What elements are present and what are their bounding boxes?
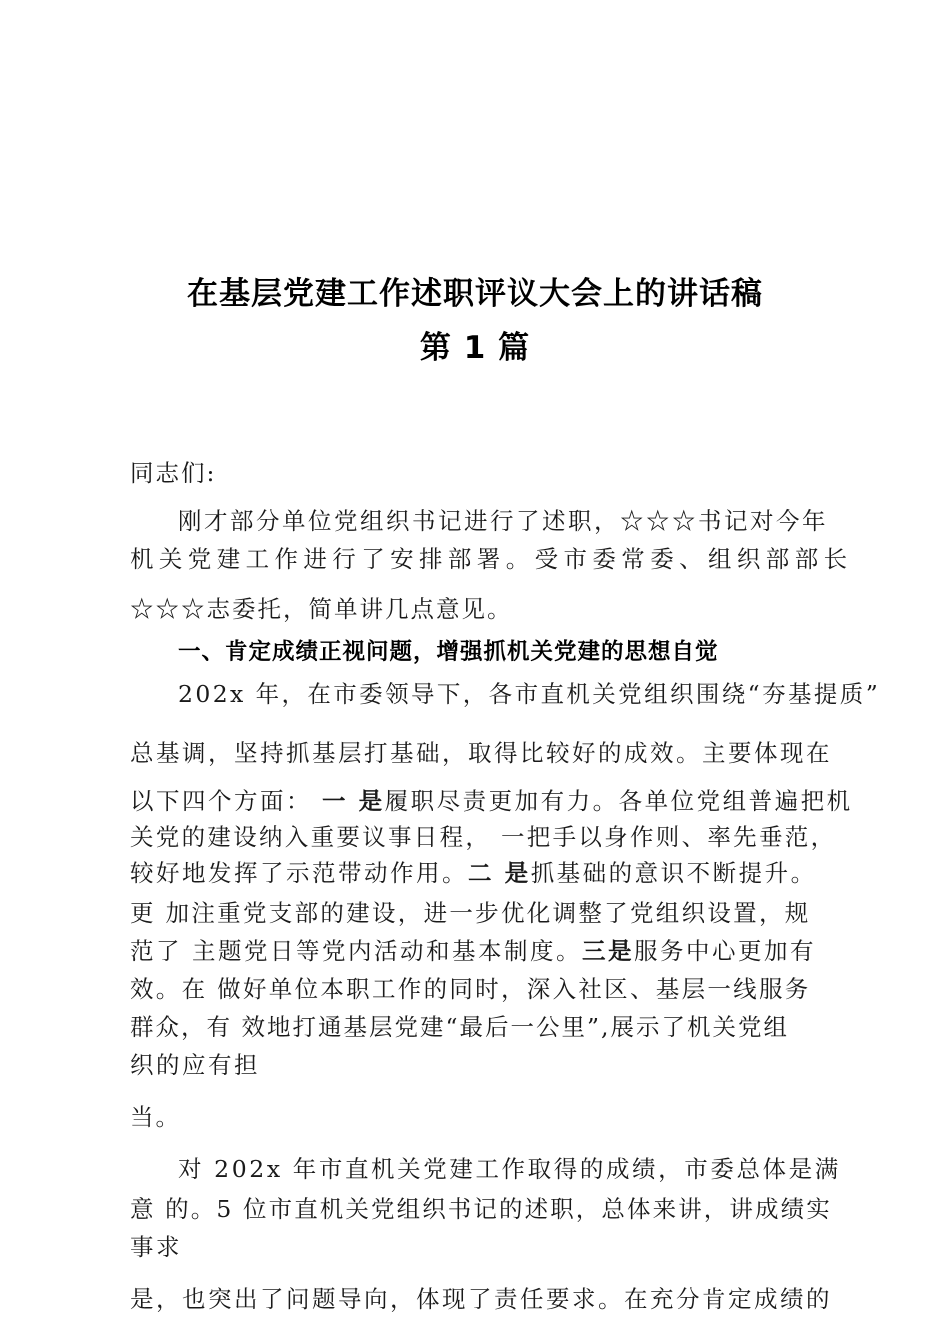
paragraph-line: 更 加注重党支部的建设，进一步优化调整了党组织设置，规 [130, 899, 811, 927]
paragraph-line: 总基调，坚持抓基层打基础，取得比较好的成效。主要体现在 [130, 739, 832, 767]
paragraph-line: 效。在 做好单位本职工作的同时，深入社区、基层一线服务 [130, 975, 811, 1003]
text-span: 范了 主题党日等党内活动和基本制度。 [130, 937, 582, 965]
paragraph-line: ☆☆☆志委托，简单讲几点意见。 [130, 595, 513, 623]
text-span: 履职尽责更加有力。各单位党组普遍把机 [384, 787, 853, 815]
emphasis-label: 三是 [581, 937, 634, 965]
paragraph-line: 关党的建设纳入重要议事日程， 一把手以身作则、率先垂范， [130, 823, 837, 851]
emphasis-label: 一 是 [321, 787, 385, 815]
text-span: 较好地发挥了示范带动作用。 [130, 859, 468, 887]
document-title: 在基层党建工作述职评议大会上的讲话稿 [187, 276, 763, 312]
paragraph-line: 织的应有担 [130, 1051, 260, 1079]
paragraph-line: 对 202x 年市直机关党建工作取得的成绩，市委总体是满 [178, 1155, 841, 1183]
paragraph-line: 事求 [130, 1233, 182, 1261]
text-span: 服务中心更加有 [633, 937, 816, 965]
paragraph-line: 意 的。5 位市直机关党组织书记的述职，总体来讲，讲成绩实 [130, 1195, 832, 1223]
salutation: 同志们: [130, 459, 217, 487]
paragraph-line [130, 786, 853, 816]
paragraph-line: 刚才部分单位党组织书记进行了述职，☆☆☆书记对今年 [178, 507, 828, 535]
paragraph-line: 是，也突出了问题导向，体现了责任要求。在充分肯定成绩的 [130, 1285, 832, 1313]
text-span: 抓基础的意识不断提升。 [530, 859, 817, 887]
paragraph-line [130, 936, 830, 966]
paragraph-line: 当。 [130, 1103, 181, 1131]
section-heading: 一、肯定成绩正视问题，增强抓机关党建的思想自觉 [178, 639, 719, 665]
paragraph-line: 202x 年，在市委领导下，各市直机关党组织围绕“夯基提质” [178, 680, 881, 708]
paragraph-line: 群众，有 效地打通基层党建“最后一公里”,展示了机关党组 [130, 1013, 789, 1041]
paragraph-line [130, 858, 830, 888]
document-subtitle: 第 1 篇 [419, 330, 531, 366]
paragraph-line: 机关党建工作进行了安排部署。受市委常委、组织部部长 [130, 545, 853, 573]
text-span: 以下四个方面： [130, 787, 312, 815]
emphasis-label: 二 是 [468, 859, 531, 887]
